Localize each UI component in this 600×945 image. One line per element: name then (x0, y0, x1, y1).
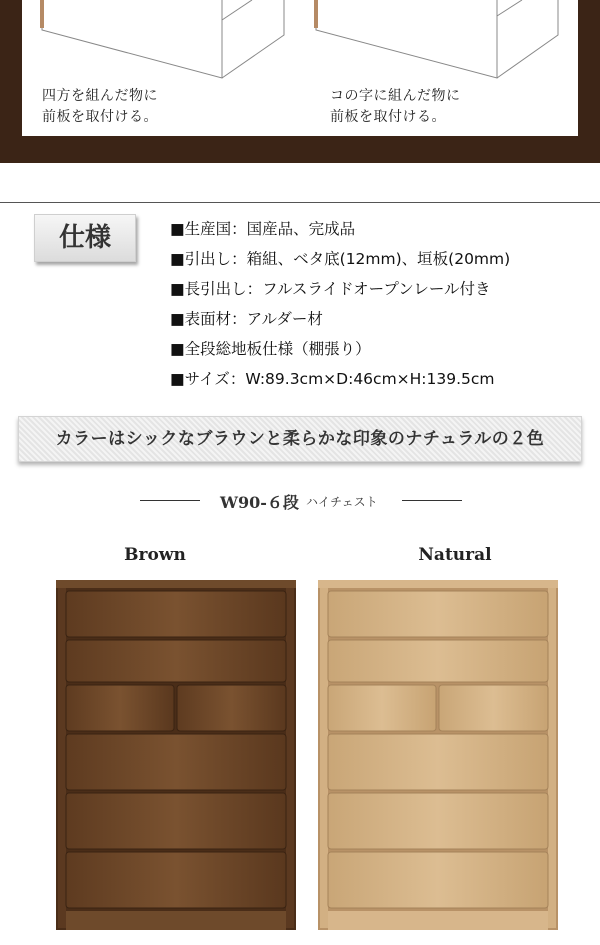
color-banner-text: カラーはシックなブラウンと柔らかな印象のナチュラルの２色 (55, 429, 545, 449)
spec-item-drawer: ■引出し：箱組、ベタ底(12mm)、垣板(20mm) (170, 250, 511, 268)
construction-illustration-area (22, 0, 578, 136)
spec-badge (34, 214, 136, 262)
section-divider (0, 202, 600, 203)
brown-chest-image (56, 580, 296, 930)
title-rule-left (140, 500, 200, 501)
construction-panel (0, 0, 600, 163)
caption-line: 前板を取付ける。 (42, 109, 158, 125)
spec-item-size: ■サイズ：W:89.3cm×D:46cm×H:139.5cm (170, 370, 495, 388)
caption-line: 四方を組んだ物に (42, 88, 158, 104)
brown-label: Brown (124, 545, 186, 565)
caption-line: コの字に組んだ物に (330, 88, 461, 104)
natural-label: Natural (418, 545, 492, 565)
title-rule-right (402, 500, 462, 501)
box-drawer-sketch (22, 0, 578, 80)
natural-chest-image (318, 580, 558, 930)
spec-item-surface: ■表面材：アルダー材 (170, 310, 323, 328)
spec-list (170, 214, 510, 394)
spec-item-long-drawer: ■長引出し：フルスライドオープンレール付き (170, 280, 491, 298)
color-banner (18, 416, 582, 462)
product-model: W90-６段 (220, 493, 299, 512)
product-subtitle: ハイチェスト (306, 495, 378, 509)
caption-four-sided (42, 86, 158, 128)
spec-item-bottom: ■全段総地板仕様（棚張り） (170, 340, 371, 358)
caption-u-shape (330, 86, 461, 128)
spec-item-origin: ■生産国：国産品、完成品 (170, 220, 356, 238)
caption-line: 前板を取付ける。 (330, 109, 446, 125)
spec-badge-label: 仕様 (58, 223, 111, 253)
